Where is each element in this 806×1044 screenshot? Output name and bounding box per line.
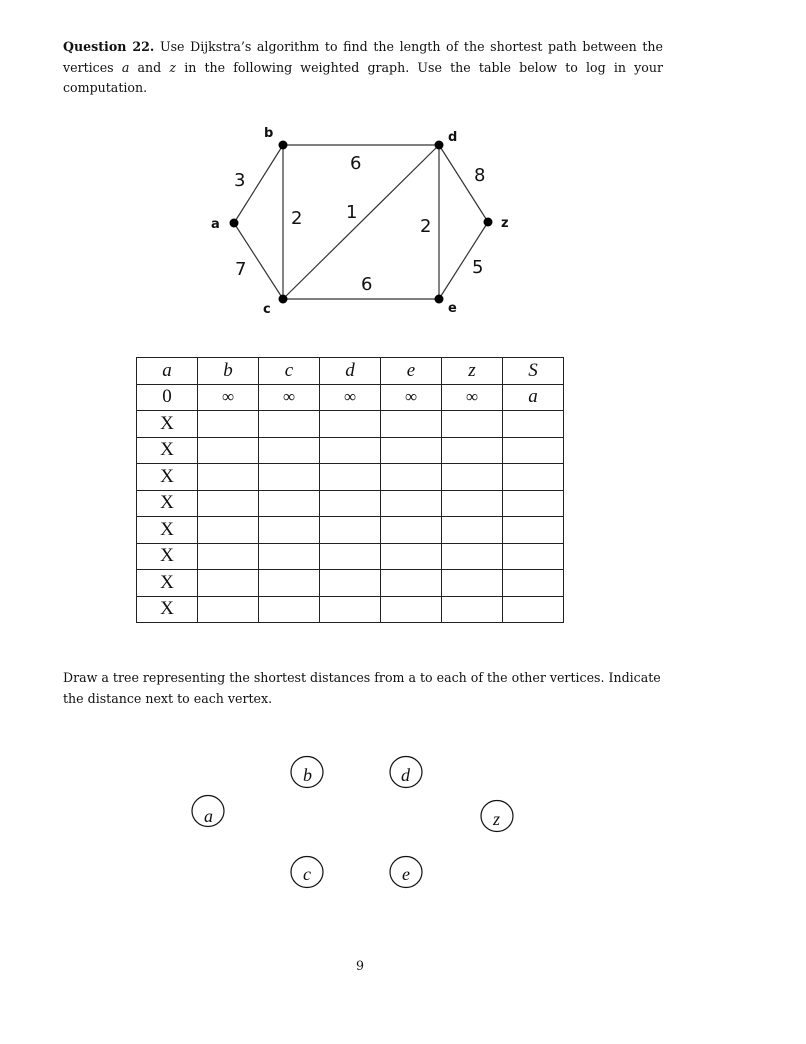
table-cell: X xyxy=(137,464,198,491)
vertex-label-b: b xyxy=(264,126,274,141)
empty-cell[interactable] xyxy=(503,543,564,570)
weight-a-b: 3 xyxy=(234,170,246,191)
empty-cell[interactable] xyxy=(320,570,381,597)
vertex-c-dot xyxy=(279,295,288,304)
vertex-label-e: e xyxy=(448,301,457,316)
table-row xyxy=(137,411,564,438)
vertex-label-z: z xyxy=(501,216,509,231)
empty-cell[interactable] xyxy=(442,411,503,438)
vertex-label-d: d xyxy=(448,130,458,145)
weight-a-c: 7 xyxy=(235,259,247,280)
empty-cell[interactable] xyxy=(503,464,564,491)
table-cell: X xyxy=(137,517,198,544)
empty-cell[interactable] xyxy=(381,437,442,464)
table-row xyxy=(137,464,564,491)
empty-cell[interactable] xyxy=(320,464,381,491)
table-cell: 0 xyxy=(137,384,198,411)
weight-d-e: 2 xyxy=(420,216,432,237)
empty-cell[interactable] xyxy=(320,517,381,544)
table-cell: X xyxy=(137,437,198,464)
table-row xyxy=(137,596,564,623)
tree-label-e: e xyxy=(402,864,410,884)
tree-instruction: Draw a tree representing the shortest distances from a to each of the other vertices. Indicate the distance next to each vertex. xyxy=(63,670,661,706)
shortest-path-tree-area xyxy=(180,745,530,895)
empty-cell[interactable] xyxy=(320,411,381,438)
empty-cell[interactable] xyxy=(503,517,564,544)
table-cell: X xyxy=(137,411,198,438)
question-and: and xyxy=(137,59,162,75)
empty-cell[interactable] xyxy=(259,411,320,438)
table-row xyxy=(137,517,564,544)
header-c: c xyxy=(259,358,320,385)
header-z: z xyxy=(442,358,503,385)
empty-cell[interactable] xyxy=(198,437,259,464)
empty-cell[interactable] xyxy=(442,464,503,491)
tree-label-c: c xyxy=(303,864,311,884)
question-part1: Use Dijkstra’s algorithm to find the length of the shortest path between the vertices xyxy=(63,39,664,75)
table-cell: X xyxy=(137,570,198,597)
table-header-row xyxy=(137,358,564,385)
table-row xyxy=(137,437,564,464)
empty-cell[interactable] xyxy=(381,543,442,570)
header-s: S xyxy=(503,358,564,385)
table-cell: ∞ xyxy=(259,384,320,411)
empty-cell[interactable] xyxy=(503,596,564,623)
table-cell: X xyxy=(137,543,198,570)
page-number: 9 xyxy=(355,958,364,973)
weight-e-z: 5 xyxy=(472,257,484,278)
empty-cell[interactable] xyxy=(503,437,564,464)
tree-label-a: a xyxy=(204,806,213,826)
weight-c-e: 6 xyxy=(361,274,373,295)
question-vertex-z: z xyxy=(169,59,177,75)
vertex-label-c: c xyxy=(263,302,271,317)
empty-cell[interactable] xyxy=(442,543,503,570)
empty-cell[interactable] xyxy=(320,490,381,517)
weight-b-d: 6 xyxy=(350,153,362,174)
table-cell: X xyxy=(137,490,198,517)
tree-label-d: d xyxy=(401,765,410,785)
empty-cell[interactable] xyxy=(259,437,320,464)
empty-cell[interactable] xyxy=(381,570,442,597)
empty-cell[interactable] xyxy=(320,437,381,464)
question-vertex-a: a xyxy=(121,59,130,75)
vertex-z-dot xyxy=(484,218,493,227)
empty-cell[interactable] xyxy=(442,437,503,464)
empty-cell[interactable] xyxy=(198,543,259,570)
header-d: d xyxy=(320,358,381,385)
empty-cell[interactable] xyxy=(198,570,259,597)
empty-cell[interactable] xyxy=(381,411,442,438)
vertex-a-dot xyxy=(230,219,239,228)
table-row xyxy=(137,570,564,597)
table-row xyxy=(137,384,564,411)
tree-label-z: z xyxy=(493,809,501,829)
table-row xyxy=(137,490,564,517)
empty-cell[interactable] xyxy=(198,411,259,438)
empty-cell[interactable] xyxy=(503,570,564,597)
vertex-d-dot xyxy=(435,141,444,150)
empty-cell[interactable] xyxy=(320,596,381,623)
empty-cell[interactable] xyxy=(320,543,381,570)
weight-d-z: 8 xyxy=(474,165,486,186)
weighted-graph xyxy=(190,120,530,320)
empty-cell[interactable] xyxy=(442,570,503,597)
question-text xyxy=(63,37,663,99)
vertex-e-dot xyxy=(435,295,444,304)
question-part2: in the following weighted graph. Use the table below to log in your computation. xyxy=(63,59,663,95)
empty-cell[interactable] xyxy=(198,517,259,544)
table-cell: X xyxy=(137,596,198,623)
empty-cell[interactable] xyxy=(259,490,320,517)
empty-cell[interactable] xyxy=(381,517,442,544)
empty-cell[interactable] xyxy=(259,570,320,597)
empty-cell[interactable] xyxy=(381,464,442,491)
empty-cell[interactable] xyxy=(198,490,259,517)
empty-cell[interactable] xyxy=(198,464,259,491)
table-cell: ∞ xyxy=(381,384,442,411)
weight-c-d: 1 xyxy=(346,202,358,223)
table-cell: a xyxy=(503,384,564,411)
empty-cell[interactable] xyxy=(381,596,442,623)
table-cell: ∞ xyxy=(442,384,503,411)
header-b: b xyxy=(198,358,259,385)
empty-cell[interactable] xyxy=(381,490,442,517)
question-number: Question 22. xyxy=(63,39,155,54)
empty-cell[interactable] xyxy=(442,596,503,623)
vertex-label-a: a xyxy=(211,217,220,232)
empty-cell[interactable] xyxy=(503,490,564,517)
header-e: e xyxy=(381,358,442,385)
empty-cell[interactable] xyxy=(259,517,320,544)
empty-cell[interactable] xyxy=(442,490,503,517)
vertex-b-dot xyxy=(279,141,288,150)
empty-cell[interactable] xyxy=(259,464,320,491)
table-cell: ∞ xyxy=(198,384,259,411)
empty-cell[interactable] xyxy=(198,596,259,623)
empty-cell[interactable] xyxy=(259,543,320,570)
table-cell: ∞ xyxy=(320,384,381,411)
dijkstra-log-table xyxy=(136,357,564,623)
empty-cell[interactable] xyxy=(259,596,320,623)
weight-b-c: 2 xyxy=(291,208,303,229)
tree-label-b: b xyxy=(303,765,312,785)
header-a: a xyxy=(137,358,198,385)
empty-cell[interactable] xyxy=(442,517,503,544)
table-row xyxy=(137,543,564,570)
empty-cell[interactable] xyxy=(503,411,564,438)
